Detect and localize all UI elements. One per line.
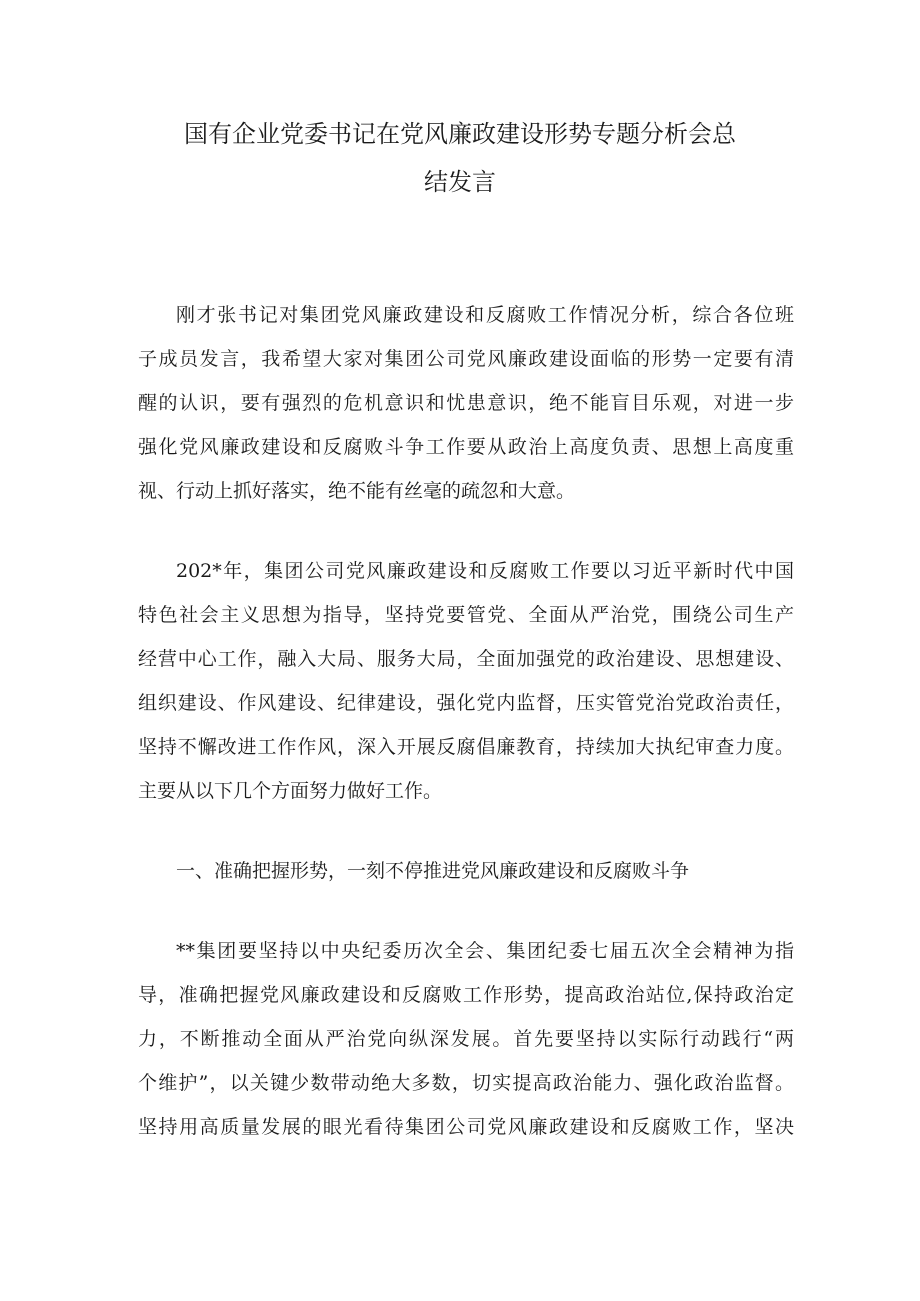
- text-line: 个维护”，以关键少数带动绝大多数，切实提高政治能力、强化政治监督。: [138, 1072, 794, 1094]
- text-line: 子成员发言，我希望大家对集团公司党风廉政建设面临的形势一定要有清: [138, 348, 794, 370]
- paragraph: [138, 293, 794, 513]
- text-line: 202*年，集团公司党风廉政建设和反腐败工作要以习近平新时代中国: [176, 560, 794, 582]
- title-line: 结发言: [424, 168, 496, 196]
- paragraph: [138, 549, 794, 813]
- text-line: **集团要坚持以中央纪委历次全会、集团纪委七届五次全会精神为指: [176, 940, 794, 962]
- text-line: 力，不断推动全面从严治党向纵深发展。首先要坚持以实际行动践行“两: [138, 1028, 794, 1050]
- title-line: 国有企业党委书记在党风廉政建设形势专题分析会总: [184, 120, 736, 148]
- text-line: 刚才张书记对集团党风廉政建设和反腐败工作情况分析，综合各位班: [176, 304, 794, 326]
- text-line: 强化党风廉政建设和反腐败斗争工作要从政治上高度负责、思想上高度重: [138, 436, 794, 458]
- text-line: 主要从以下几个方面努力做好工作。: [138, 780, 443, 802]
- text-line: 经营中心工作，融入大局、服务大局，全面加强党的政治建设、思想建设、: [138, 648, 794, 670]
- section-heading: [138, 849, 794, 893]
- text-line: 坚持不懈改进工作作风，深入开展反腐倡廉教育，持续加大执纪审查力度。: [138, 736, 794, 758]
- text-line: 导，准确把握党风廉政建设和反腐败工作形势，提高政治站位,保持政治定: [138, 984, 794, 1006]
- text-line: 特色社会主义思想为指导，坚持党要管党、全面从严治党，围绕公司生产: [138, 604, 794, 626]
- text-line: 组织建设、作风建设、纪律建设，强化党内监督，压实管党治党政治责任，: [138, 692, 794, 714]
- text-line: 坚持用高质量发展的眼光看待集团公司党风廉政建设和反腐败工作，坚决: [138, 1116, 794, 1138]
- paragraph: [138, 929, 794, 1149]
- heading-text: 一、准确把握形势，一刻不停推进党风廉政建设和反腐败斗争: [176, 860, 690, 882]
- document-body: [138, 293, 794, 1185]
- text-line: 醒的认识，要有强烈的危机意识和忧患意识，绝不能盲目乐观，对进一步: [138, 392, 794, 414]
- text-line: 视、行动上抓好落实，绝不能有丝毫的疏忽和大意。: [138, 480, 576, 502]
- document-title: [120, 110, 800, 206]
